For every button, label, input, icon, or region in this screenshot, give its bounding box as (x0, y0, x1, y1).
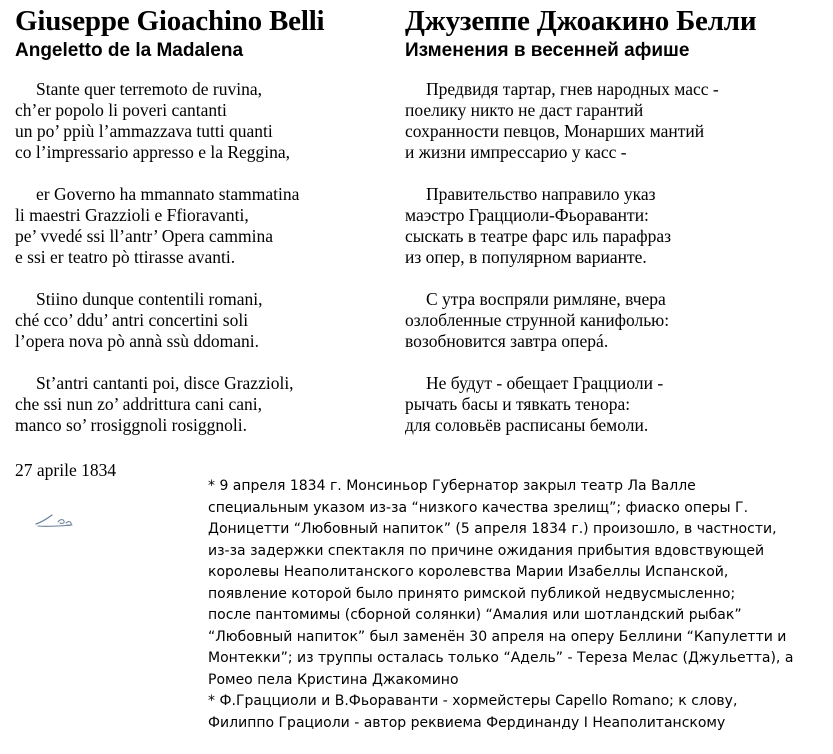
stanza (405, 289, 830, 352)
footnote-line: после пантомимы (сборной солянки) “Амалия или шотландский рыбак” (208, 607, 742, 623)
poem-line: che ssi nun zo’ addrittura cani cani, (15, 394, 263, 414)
stanza (405, 184, 830, 268)
stanza (15, 373, 390, 436)
poem-line: Stante quer terremoto de ruvina, (36, 79, 262, 99)
russian-author: Джузеппе Джоакино Белли (405, 5, 757, 37)
poem-line: li maestri Grazzioli e Ffioravanti, (15, 205, 249, 225)
italian-poem-title: Angeletto de la Madalena (15, 40, 244, 61)
footnote-line: * 9 апреля 1834 г. Монсиньор Губернатор закрыл театр Ла Валле (208, 478, 696, 494)
russian-poem-title: Изменения в весенней афише (405, 40, 690, 61)
poem-line: рычать басы и тявкать тенора: (405, 394, 631, 414)
poem-line: ch’er popolo li poveri cantanti (15, 100, 227, 120)
poem-line: Не будут - обещает Грацциоли - (426, 373, 664, 393)
italian-author: Giuseppe Gioachino Belli (15, 5, 325, 37)
poem-line: из опер, в популярном варианте. (405, 247, 647, 267)
poem-line: co l’impressario appresso e la Reggina, (15, 142, 291, 162)
poem-line: озлобленные струнной канифолью: (405, 310, 670, 330)
footnote-line: * Ф.Грацциоли и В.Фьораванти - хормейстеры Capello Romano; к слову, (208, 693, 738, 709)
poem-line: сохранности певцов, Монарших мантий (405, 121, 705, 141)
poem-line: Предвидя тартар, гнев народных масс - (426, 79, 719, 99)
poem-line: возобновится завтра оперá. (405, 331, 609, 351)
footnote-line: появление которой было принято римской публикой недвусмысленно; (208, 585, 736, 602)
footnote-line: из-за задержки спектакля по причине ожидания прибытия вдовствующей (208, 542, 765, 559)
russian-poem (405, 79, 830, 436)
italian-column (15, 0, 390, 457)
footnote-line: Филиппо Грациоли - автор реквиема Фердинанду I Неаполитанскому (208, 714, 726, 731)
poem-line: ché cco’ ddu’ antri concertini soli (15, 310, 249, 330)
footnote-line: специальным указом из-за “низкого качества зрелищ”; фиаско оперы Г. (208, 499, 749, 516)
footnote-line: королевы Неаполитанского королевства Марии Изабеллы Испанской, (208, 564, 729, 580)
italian-poem (15, 79, 390, 436)
poem-line: St’antri cantanti poi, disce Grazzioli, (36, 373, 294, 393)
stanza (15, 289, 390, 352)
footnote-line: “Любовный напиток” был заменён 30 апреля на оперу Беллини “Капулетти и (208, 628, 787, 645)
poem-line: для соловьёв расписаны бемоли. (405, 415, 649, 435)
stanza (15, 184, 390, 268)
stanza (405, 373, 830, 436)
poem-line: e ssi er teatro pò ttirasse avanti. (15, 247, 236, 267)
footnotes (208, 476, 830, 734)
poem-line: маэстро Грацциоли-Фьораванти: (405, 205, 649, 225)
poem-line: и жизни импрессарио у касс - (405, 142, 627, 162)
stanza (405, 79, 830, 163)
poem-line: сыскать в театре фарс иль парафраз (405, 226, 672, 246)
poem-line: er Governo ha mmannato stammatina (36, 184, 300, 204)
poem-line: un po’ ppiù l’ammazzava tutti quanti (15, 121, 273, 141)
footnote-line: Ромео пела Кристина Джакомино (208, 671, 459, 688)
poem-line: pe’ vvedé ssi ll’antr’ Opera cammina (15, 226, 274, 246)
poem-line: manco so’ rrosiggnoli rosiggnoli. (15, 415, 248, 435)
poem-line: С утра воспряли римляне, вчера (426, 289, 666, 309)
footnote-line: Доницетти “Любовный напиток” (5 апреля 1834 г.) произошло, в частности, (208, 521, 777, 537)
poem-line: l’opera nova pò annà ssù ddomani. (15, 331, 259, 351)
russian-column (405, 0, 830, 457)
signature-mark (34, 512, 80, 532)
stanza (15, 79, 390, 163)
footnote-line: Монтекки”; из труппы осталась только “Адель” - Тереза Мелас (Джульетта), а (208, 650, 794, 666)
poem-line: поелику никто не даст гарантий (405, 100, 644, 120)
poem-line: Stiino dunque contentili romani, (36, 289, 263, 309)
poem-line: Правительство направило указ (426, 184, 656, 204)
poem-date: 27 aprile 1834 (15, 460, 117, 480)
